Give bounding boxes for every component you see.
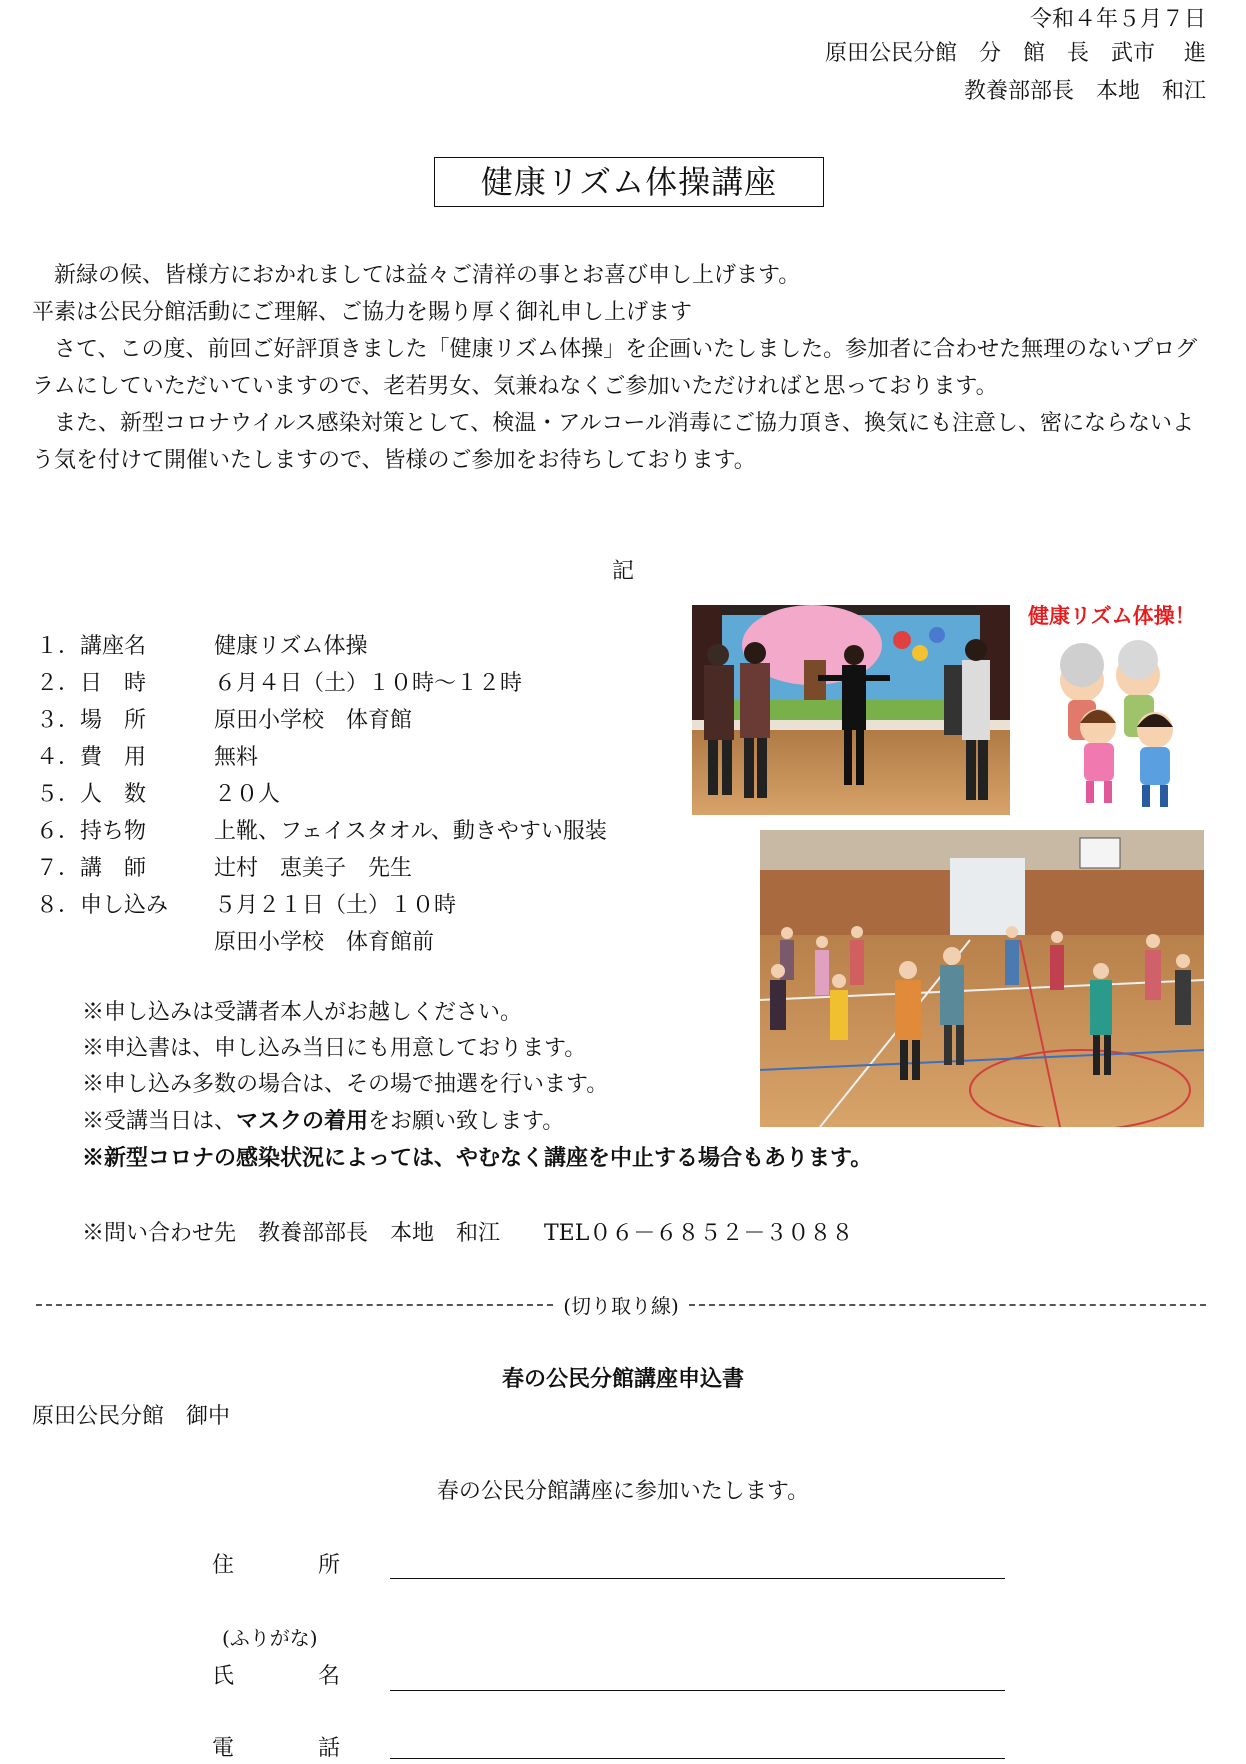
- list-item: [36, 813, 607, 850]
- note-1: ※申し込みは受講者本人がお越しください。: [82, 1000, 523, 1025]
- name-label: [212, 1659, 340, 1690]
- form-addressee: 原田公民分館 御中: [32, 1404, 231, 1429]
- item-value: ２０人: [214, 782, 281, 807]
- phone-label-a: 電: [212, 1736, 235, 1761]
- list-item: [36, 776, 607, 813]
- stage-exercise-photo: [692, 605, 1010, 815]
- item-value: ６月４日（土）１０時～１２時: [214, 671, 523, 696]
- cut-line: [36, 1290, 1206, 1319]
- body-paragraph-4: また、新型コロナウイルス感染対策として、検温・アルコール消毒にご協力頂き、換気にも注意し、密にならないよう気を付けて開催いたしますので、皆様のご参加をお待ちしております。: [32, 411, 1195, 473]
- note-4-pre: ※受講当日は、: [82, 1109, 237, 1134]
- phone-label: [212, 1731, 340, 1762]
- sender-line-1: 原田公民分館 分 館 長 武市 進: [825, 41, 1206, 66]
- ki-heading: 記: [611, 559, 634, 584]
- item-label: １．講座名: [36, 634, 147, 659]
- item-label: ３．場 所: [36, 708, 147, 733]
- list-item: [36, 887, 607, 924]
- list-item: [36, 702, 607, 739]
- contact-info: ※問い合わせ先 教養部部長 本地 和江 TEL０６－６８５２－３０８８: [82, 1221, 854, 1246]
- list-item: [36, 850, 607, 887]
- item-value: 原田小学校 体育館前: [214, 930, 435, 955]
- furigana-label: (ふりがな): [222, 1626, 318, 1650]
- list-item: [36, 924, 607, 961]
- item-label: ７．講 師: [36, 856, 147, 881]
- address-label-a: 住: [212, 1553, 235, 1578]
- form-statement: 春の公民分館講座に参加いたします。: [436, 1479, 810, 1504]
- illustration-title: 健康リズム体操！: [1028, 604, 1196, 628]
- item-label: [36, 924, 214, 961]
- phone-input-line[interactable]: [390, 1758, 1005, 1759]
- note-4: [82, 1103, 872, 1140]
- item-value: 辻村 恵美子 先生: [214, 856, 413, 881]
- dancing-people-illustration: [1040, 635, 1190, 810]
- name-label-b: 名: [317, 1664, 340, 1689]
- body-paragraph-2: 平素は公民分館活動にご理解、ご協力を賜り厚く御礼申し上げます: [32, 300, 693, 325]
- item-value: 健康リズム体操: [214, 634, 368, 659]
- item-label: ５．人 数: [36, 782, 147, 807]
- address-label-b: 所: [317, 1553, 340, 1578]
- name-label-a: 氏: [212, 1664, 235, 1689]
- document-title: 健康リズム体操講座: [434, 157, 824, 207]
- item-value: 無料: [214, 745, 259, 770]
- name-input-line[interactable]: [390, 1690, 1005, 1691]
- mask-emphasis: マスクの着用: [236, 1108, 369, 1134]
- item-label: ２．日 時: [36, 671, 147, 696]
- notes-section: [82, 995, 872, 1176]
- list-item: [36, 739, 607, 776]
- course-details-list: [36, 628, 607, 961]
- list-item: [36, 628, 607, 665]
- address-label: [212, 1548, 340, 1579]
- body-text: [32, 257, 1212, 479]
- item-value: 上靴、フェイスタオル、動きやすい服装: [214, 819, 607, 844]
- address-input-line[interactable]: [390, 1578, 1005, 1579]
- note-4-post: をお願い致します。: [368, 1109, 565, 1134]
- list-item: [36, 665, 607, 702]
- cut-line-dash-right: [689, 1304, 1206, 1306]
- form-title: 春の公民分館講座申込書: [501, 1366, 744, 1392]
- item-label: ８．申し込み: [36, 893, 169, 918]
- cut-line-label: (切り取り線): [563, 1294, 679, 1318]
- sender-line-2: 教養部部長 本地 和江: [963, 79, 1206, 104]
- item-value: 原田小学校 体育館: [214, 708, 413, 733]
- body-paragraph-1: 新緑の候、皆様方におかれましては益々ご清祥の事とお喜び申し上げます。: [54, 263, 801, 288]
- cut-line-dash-left: [36, 1304, 553, 1306]
- body-paragraph-3: さて、この度、前回ご好評頂きました「健康リズム体操」を企画いたしました。参加者に合わせた無理のないプログラムにしていただいていますので、老若男女、気兼ねなくご参加いただければと思っております。: [32, 337, 1198, 399]
- item-value: ５月２１日（土）１０時: [214, 893, 457, 918]
- phone-label-b: 話: [317, 1736, 340, 1761]
- note-5-cancellation: ※新型コロナの感染状況によっては、やむなく講座を中止する場合もあります。: [82, 1145, 873, 1171]
- item-label: ６．持ち物: [36, 819, 147, 844]
- item-label: ４．費 用: [36, 745, 147, 770]
- document-date: 令和４年５月７日: [1029, 7, 1206, 32]
- note-2: ※申込書は、申し込み当日にも用意しております。: [82, 1036, 587, 1061]
- note-3: ※申し込み多数の場合は、その場で抽選を行います。: [82, 1072, 609, 1097]
